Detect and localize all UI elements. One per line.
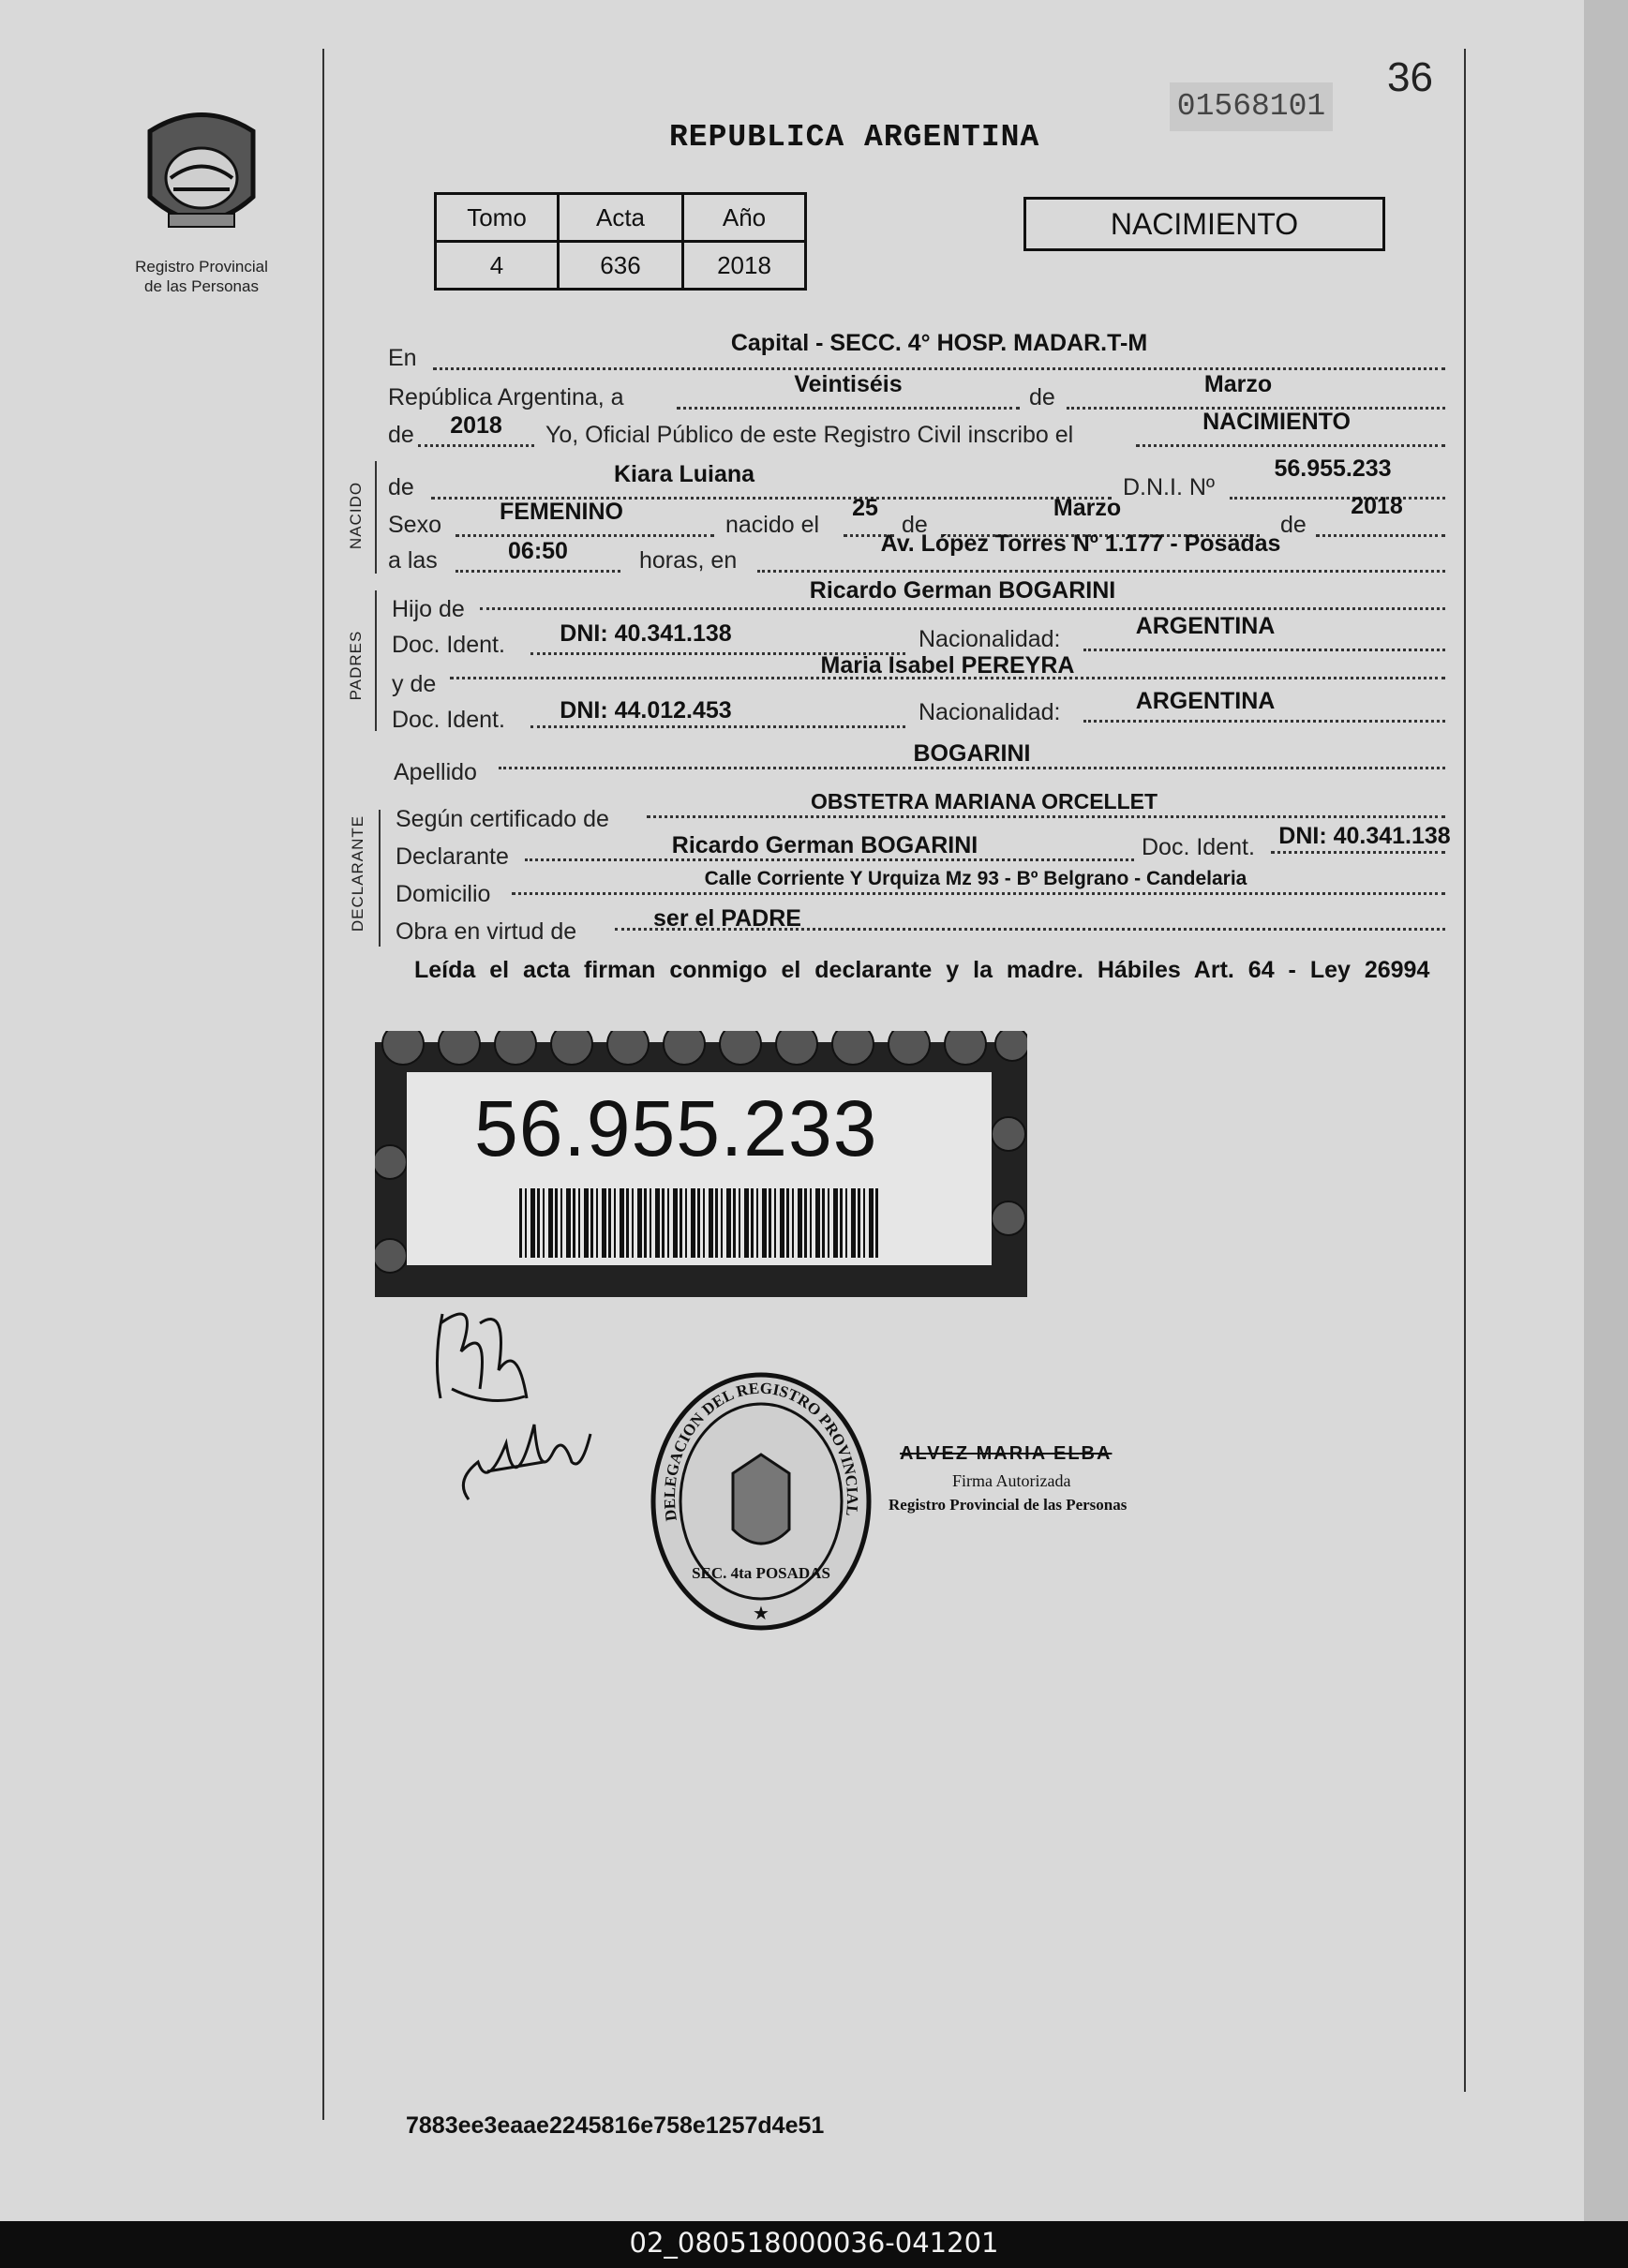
label-nacionalidad-2: Nacionalidad: <box>919 699 1061 725</box>
domicilio-value: Calle Corriente Y Urquiza Mz 93 - Bº Belgrano - Candelaria <box>704 868 1247 889</box>
serial-number: 01568101 <box>1170 82 1333 131</box>
dotted-line <box>757 570 1445 573</box>
official-text: Yo, Oficial Público de este Registro Civil inscribo el <box>545 422 1074 448</box>
table-header-tomo: Tomo <box>436 194 559 242</box>
table-header-row <box>436 194 806 242</box>
label-de-year: de <box>388 422 414 448</box>
father-name-value: Ricardo German BOGARINI <box>809 577 1116 604</box>
dotted-line <box>433 367 1445 370</box>
section-bracket <box>375 461 377 574</box>
time-value: 06:50 <box>508 538 568 564</box>
label-dni: D.N.I. Nº <box>1123 474 1216 500</box>
seal-ring-text: DELEGACION DEL REGISTRO PROVINCIAL <box>660 1379 862 1523</box>
table-header-acta: Acta <box>559 194 683 242</box>
dotted-line <box>647 815 1445 818</box>
declarante-doc-value: DNI: 40.341.138 <box>1278 823 1451 849</box>
document-type-box: NACIMIENTO <box>1023 197 1385 251</box>
section-label-padres: PADRES <box>347 630 365 701</box>
page-edge <box>1584 0 1628 2221</box>
dotted-line <box>1271 851 1445 854</box>
declarant-signature <box>424 1286 536 1417</box>
page-number: 36 <box>1387 54 1433 100</box>
table-row <box>436 242 806 290</box>
apellido-value: BOGARINI <box>913 740 1031 767</box>
obra-value: ser el PADRE <box>653 905 801 932</box>
label-domicilio: Domicilio <box>396 881 491 907</box>
right-margin-line <box>1464 49 1466 2092</box>
official-signature-role: Firma Autorizada <box>952 1471 1071 1490</box>
table-cell-anio: 2018 <box>683 242 806 290</box>
act-type-value: NACIMIENTO <box>1202 409 1351 435</box>
label-de-month: de <box>902 512 928 538</box>
official-signature-organization: Registro Provincial de las Personas <box>889 1496 1128 1514</box>
dni-number-large: 56.955.233 <box>474 1084 878 1172</box>
record-table <box>434 192 807 291</box>
birth-month-value: Marzo <box>1053 495 1122 521</box>
label-horas: horas, en <box>639 547 738 574</box>
label-nacionalidad: Nacionalidad: <box>919 626 1061 652</box>
left-margin-line <box>322 49 324 2120</box>
table-header-anio: Año <box>683 194 806 242</box>
dotted-line <box>530 725 905 728</box>
label-obra: Obra en virtud de <box>396 918 577 945</box>
day-words-value: Veintiséis <box>794 371 903 397</box>
table-cell-tomo: 4 <box>436 242 559 290</box>
label-doc-ident-3: Doc. Ident. <box>1142 834 1255 860</box>
father-nationality-value: ARGENTINA <box>1135 613 1276 639</box>
closing-text: Leída el acta firman conmigo el declarante y la madre. Hábiles Art. 64 - Ley 26994 <box>414 957 1430 983</box>
label-en: En <box>388 345 417 371</box>
label-y-de: y de <box>392 671 437 697</box>
dotted-line <box>456 570 620 573</box>
registry-seal <box>649 1370 874 1633</box>
seal-inner-text: SEC. 4ta POSADAS <box>692 1564 830 1582</box>
section-bracket <box>375 590 377 731</box>
label-a-las: a las <box>388 547 438 574</box>
sexo-value: FEMENINO <box>500 499 623 525</box>
birth-day-value: 25 <box>852 495 878 521</box>
document-hash: 7883ee3eaae2245816e758e1257d4e51 <box>406 2112 825 2139</box>
label-doc-ident: Doc. Ident. <box>392 632 505 658</box>
mother-doc-value: DNI: 44.012.453 <box>560 697 732 724</box>
logo-caption: Registro Provincial de las Personas <box>135 258 268 295</box>
dotted-line <box>677 407 1020 410</box>
country-title: REPUBLICA ARGENTINA <box>669 120 1040 155</box>
label-doc-ident-2: Doc. Ident. <box>392 707 505 733</box>
dotted-line <box>1136 444 1445 447</box>
child-name-value: Kiara Luiana <box>613 461 755 487</box>
dotted-line <box>1083 720 1445 723</box>
label-certificado: Según certificado de <box>396 806 609 832</box>
birth-place-value: Av. López Torres Nº 1.177 - Posadas <box>880 530 1281 557</box>
province-coat-of-arms-icon <box>131 103 272 244</box>
birth-year-value: 2018 <box>1351 493 1403 519</box>
dotted-line <box>418 444 534 447</box>
month-value: Marzo <box>1203 371 1273 397</box>
mother-signature <box>450 1406 600 1518</box>
dotted-line <box>512 892 1445 895</box>
declarante-name-value: Ricardo German BOGARINI <box>671 832 978 858</box>
section-label-declarante: DECLARANTE <box>349 814 366 933</box>
svg-text:★: ★ <box>753 1604 769 1624</box>
label-de: de <box>1029 384 1055 410</box>
label-de-name: de <box>388 474 414 500</box>
label-apellido: Apellido <box>394 759 477 785</box>
label-hijo-de: Hijo de <box>392 596 465 622</box>
dotted-line <box>480 607 1445 610</box>
footer-id: 02_080518000036-041201 <box>629 2227 999 2259</box>
barcode <box>519 1188 879 1258</box>
certificado-value: OBSTETRA MARIANA ORCELLET <box>810 789 1158 813</box>
official-signature-name: ALVEZ MARIA ELBA <box>900 1443 1113 1464</box>
label-declarante: Declarante <box>396 843 509 870</box>
child-dni-value: 56.955.233 <box>1274 455 1392 482</box>
mother-name-value: Maria Isabel PEREYRA <box>820 652 1075 679</box>
section-label-nacido: NACIDO <box>347 481 365 550</box>
label-republica: República Argentina, a <box>388 384 624 410</box>
section-bracket <box>379 810 381 947</box>
father-doc-value: DNI: 40.341.138 <box>560 620 732 647</box>
label-nacido-el: nacido el <box>725 512 820 538</box>
dotted-line <box>1083 649 1445 651</box>
location-value: Capital - SECC. 4° HOSP. MADAR.T-M <box>730 330 1148 356</box>
table-cell-acta: 636 <box>559 242 683 290</box>
label-de-year2: de <box>1280 512 1307 538</box>
mother-nationality-value: ARGENTINA <box>1135 688 1276 714</box>
label-sexo: Sexo <box>388 512 441 538</box>
year-value: 2018 <box>450 412 502 439</box>
dotted-line <box>456 534 714 537</box>
